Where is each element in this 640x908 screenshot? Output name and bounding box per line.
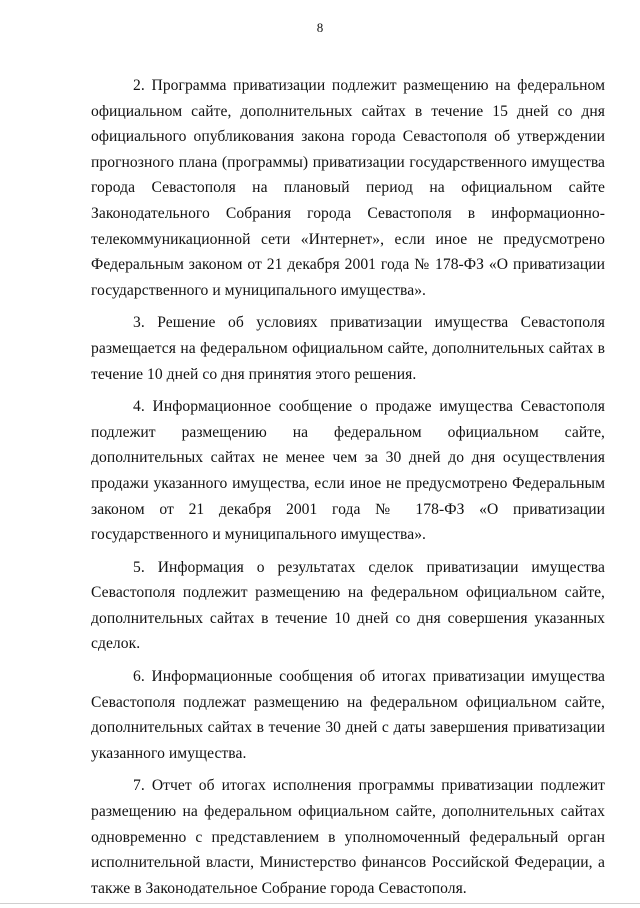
document-body — [91, 73, 605, 908]
paragraph-3: 3. Решение об условиях приватизации имущества Севастополя размещается на федеральном официальном сайте, дополнительных сайтах в течение 10 дней со дня принятия этого решения. — [91, 314, 605, 383]
paragraph-2: 2. Программа приватизации подлежит размещению на федеральном официальном сайте, дополнительных сайтах в течение 15 дней со дня официального опубликования закона города Севастополя об утверждении прогнозного плана (программы) приватизации государственного имущества города Севастополя на плановый период на официальном сайте Законодательного Собрания города Севастополя в информационно-телекоммуникационной сети «Интернет», если иное не предусмотрено Федеральным законом от 21 декабря 2001 года № 178-ФЗ «О приватизации государственного и муниципального имущества». — [91, 77, 605, 299]
paragraph-4: 4. Информационное сообщение о продаже имущества Севастополя подлежит размещению на федеральном официальном сайте, дополнительных сайтах не менее чем за 30 дней до дня осуществления продажи указанного имущества, если иное не предусмотрено Федеральным законом от 21 декабря 2001 года № 178-ФЗ «О приватизации государственного и муниципального имущества». — [91, 398, 605, 544]
paragraph-6: 6. Информационные сообщения об итогах приватизации имущества Севастополя подлежат размещению на федеральном официальном сайте, дополнительных сайтах в течение 30 дней с даты завершения приватизации указанного имущества. — [91, 668, 605, 762]
page-number: 8 — [316, 20, 324, 35]
scan-edge-line — [0, 903, 640, 904]
paragraph-7: 7. Отчет об итогах исполнения программы приватизации подлежит размещению на федеральном официальном сайте, дополнительных сайтах одновременно с представлением в уполномоченный федеральный орган исполнительной власти, Министерство финансов Российской Федерации, а также в Законодательное Собрание города Севастополя. — [91, 777, 605, 897]
paragraph-5: 5. Информация о результатах сделок приватизации имущества Севастополя подлежит размещению на федеральном официальном сайте, дополнительных сайтах в течение 10 дней со дня совершения указанных сделок. — [91, 558, 605, 653]
